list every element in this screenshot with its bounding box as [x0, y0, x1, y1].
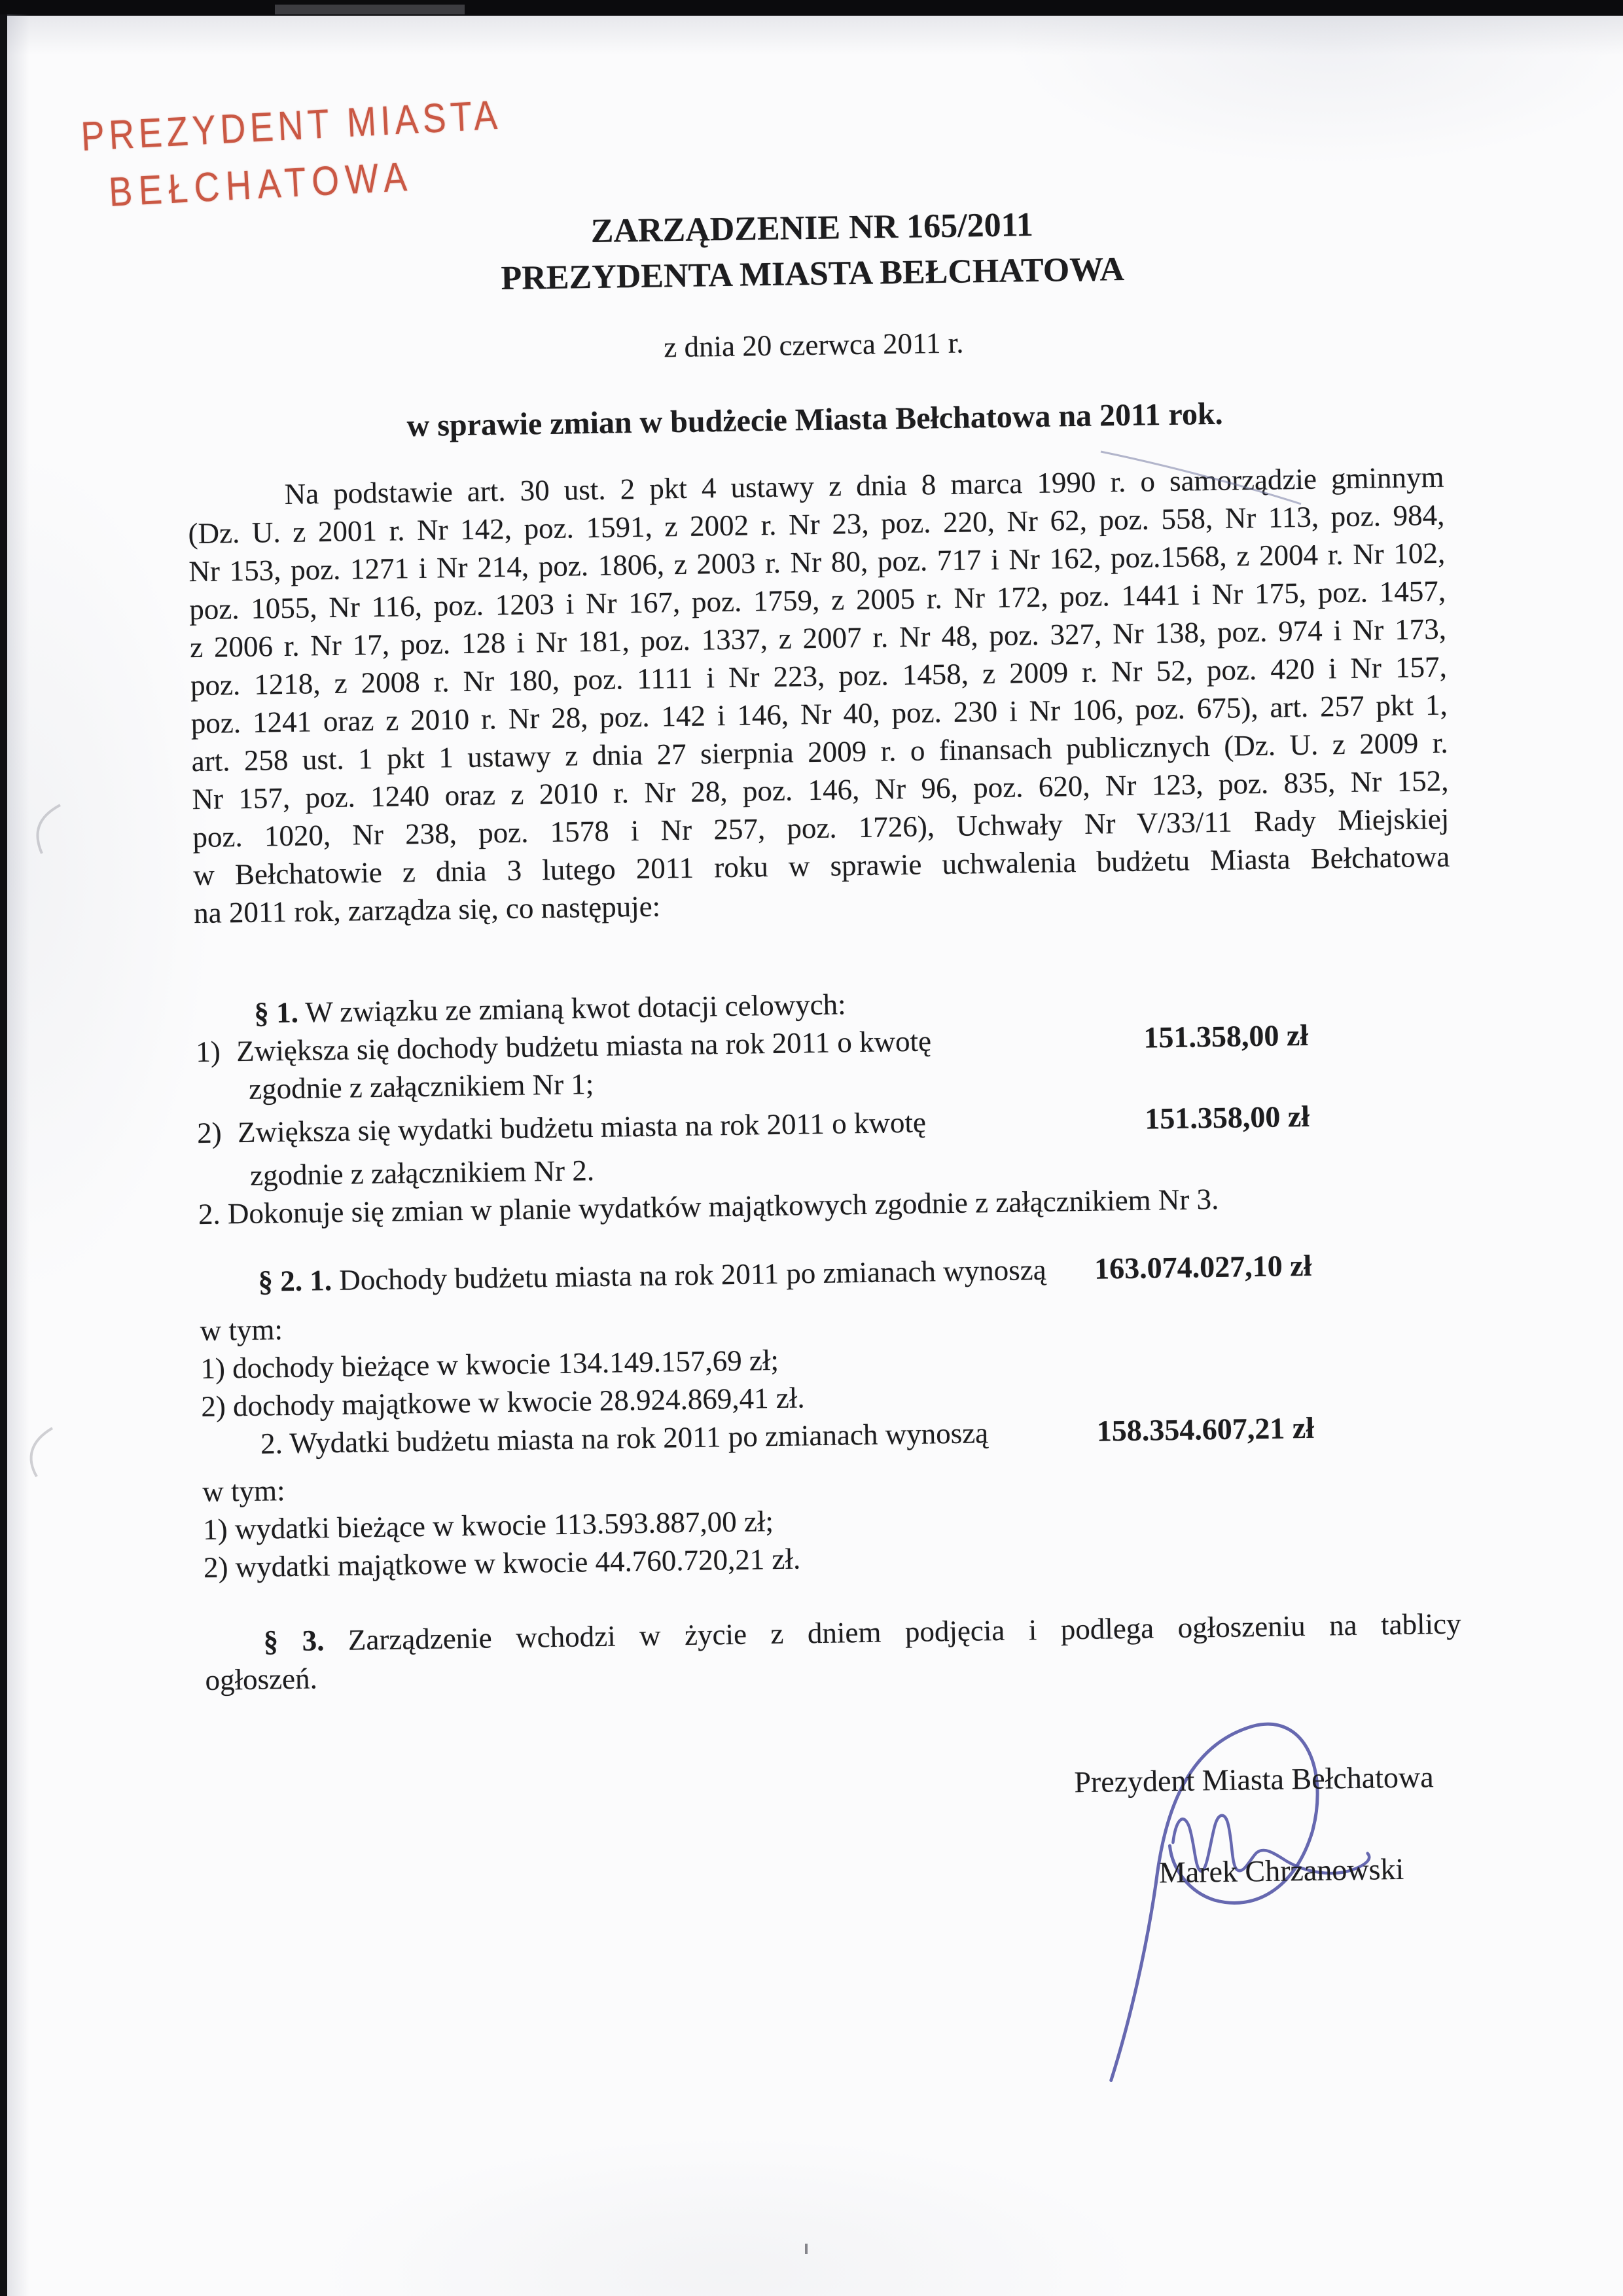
- signature-block: [1044, 1754, 1471, 2290]
- stamp-line-1: PREZYDENT MIASTA: [80, 91, 503, 160]
- page-curl-mark: [37, 805, 60, 853]
- scan-edge-left: [0, 14, 7, 2296]
- section-2-income-row: [199, 1245, 1456, 1301]
- legal-basis-line: (Dz. U. z 2001 r. Nr 142, poz. 1591, z 2002 r. Nr 23, poz. 220, Nr 62, poz. 558, Nr 113, poz. 984,: [188, 498, 1445, 550]
- legal-basis-line: Na podstawie art. 30 ust. 2 pkt 4 ustawy z dnia 8 marca 1990 r. o samorządzie gminnym: [284, 460, 1444, 511]
- section-2-income-text: [199, 1250, 1095, 1301]
- red-ink-stamp: [80, 90, 523, 215]
- section-1-item-1-note: zgodnie z załącznikiem Nr 1;: [248, 1067, 594, 1105]
- legal-basis-line: poz. 1218, z 2008 r. Nr 180, poz. 1111 i Nr 223, poz. 1458, z 2009 r. Nr 52, poz. 420 i Nr 157,: [190, 650, 1448, 702]
- legal-basis-paragraph: [187, 458, 1450, 932]
- legal-basis-line: z 2006 r. Nr 17, poz. 128 i Nr 181, poz. 1337, z 2007 r. Nr 48, poz. 327, Nr 138, poz. 974 i Nr 173,: [189, 612, 1447, 664]
- item-text: Zwiększa się wydatki budżetu miasta na rok 2011 o kwotę: [237, 1105, 927, 1149]
- amount-value: 158.354.607,21 zł: [1096, 1410, 1315, 1448]
- legal-basis-line: art. 258 ust. 1 pkt 1 ustawy z dnia 27 sierpnia 2009 r. o finansach publicznych (Dz. U. z 2009 r.: [191, 726, 1448, 778]
- in-that-label: w tym:: [200, 1313, 283, 1348]
- ordinance-title-line2: PREZYDENTA MIASTA BEŁCHATOWA: [501, 250, 1125, 298]
- amount-value: 151.358,00 zł: [1143, 1018, 1309, 1054]
- scan-edge-top-break: [275, 5, 465, 14]
- legal-basis-line: poz. 1020, Nr 238, poz. 1578 i Nr 257, poz. 1726), Uchwały Nr V/33/11 Rady Miejskiej: [192, 802, 1450, 854]
- ordinance-date: z dnia 20 czerwca 2011 r.: [663, 326, 964, 364]
- expense-item-2: 2) wydatki majątkowe w kwocie 44.760.720,21 zł.: [203, 1542, 801, 1585]
- in-that-label: w tym:: [202, 1474, 285, 1509]
- income-item-1: 1) dochody bieżące w kwocie 134.149.157,69 zł;: [200, 1343, 779, 1386]
- legal-basis-line: na 2011 rok, zarządza się, co następuje:: [193, 889, 661, 930]
- signatory-role: Prezydent Miasta Bełchatowa: [1073, 1760, 1434, 1799]
- amount-value: 151.358,00 zł: [1144, 1099, 1310, 1136]
- item-text: Zwiększa się dochody budżetu miasta na rok 2011 o kwotę: [236, 1024, 932, 1068]
- scan-edge-left-shadow: [7, 14, 29, 2296]
- document-body: [183, 187, 1462, 1890]
- section-1-item-2-text: [197, 1100, 1145, 1152]
- legal-basis-line: Nr 153, poz. 1271 i Nr 214, poz. 1806, z 2003 r. Nr 80, poz. 717 i Nr 162, poz.1568, z 2004 r. Nr 102,: [188, 536, 1446, 588]
- scan-edge-top-shadow: [0, 16, 1623, 55]
- expense-item-1: 1) wydatki bieżące w kwocie 113.593.887,00 zł;: [202, 1505, 774, 1547]
- page-curl-mark: [31, 1428, 52, 1477]
- section-3-text: Zarządzenie wchodzi w życie z dniem podjęcia i podlega ogłoszeniu na tablicy: [348, 1607, 1461, 1657]
- scan-speck: [805, 2244, 808, 2254]
- income-item-2: 2) dochody majątkowe w kwocie 28.924.869,41 zł.: [200, 1381, 805, 1424]
- section-2-mark: § 2. 1.: [258, 1264, 332, 1298]
- list-marker: 1): [195, 1035, 221, 1069]
- list-marker: 2): [196, 1116, 222, 1150]
- section-2-expense-text: 2. Wydatki budżetu miasta na rok 2011 po zmianach wynoszą: [260, 1416, 989, 1460]
- income-text: Dochody budżetu miasta na rok 2011 po zmianach wynoszą: [338, 1253, 1047, 1297]
- stamp-line-2: BEŁCHATOWA: [107, 152, 415, 215]
- legal-basis-line: poz. 1055, Nr 116, poz. 1203 i Nr 167, poz. 1759, z 2005 r. Nr 172, poz. 1441 i Nr 175, poz. 1457,: [188, 574, 1446, 626]
- section-1-point-2: 2. Dokonuje się zmian w planie wydatków majątkowych zgodnie z załącznikiem Nr 3.: [198, 1182, 1219, 1231]
- scan-edge-top: [0, 0, 1623, 16]
- ordinance-subject: w sprawie zmian w budżecie Miasta Bełchatowa na 2011 rok.: [406, 396, 1223, 444]
- section-1-heading-text: W związku ze zmianą kwot dotacji celowych:: [304, 988, 846, 1029]
- section-3-mark: § 3.: [263, 1624, 325, 1658]
- legal-basis-line: w Bełchatowie z dnia 3 lutego 2011 roku w sprawie uchwalenia budżetu Miasta Bełchatowa: [192, 840, 1450, 892]
- section-3-line-2: ogłoszeń.: [205, 1662, 318, 1696]
- legal-basis-line: Nr 157, poz. 1240 oraz z 2010 r. Nr 28, poz. 146, Nr 96, poz. 620, Nr 123, poz. 835, Nr 152,: [192, 764, 1449, 816]
- signatory-name: Marek Chrzanowski: [1158, 1852, 1404, 1890]
- ordinance-title-line1: ZARZĄDZENIE NR 165/2011: [590, 206, 1034, 251]
- section-1-item-2-note: zgodnie z załącznikiem Nr 2.: [249, 1154, 595, 1192]
- amount-value: 163.074.027,10 zł: [1094, 1248, 1312, 1285]
- legal-basis-line: poz. 1241 oraz z 2010 r. Nr 28, poz. 142 i 146, Nr 40, poz. 230 i Nr 106, poz. 675), art. 257 pkt 1,: [190, 688, 1448, 740]
- section-1-mark: § 1.: [254, 996, 299, 1030]
